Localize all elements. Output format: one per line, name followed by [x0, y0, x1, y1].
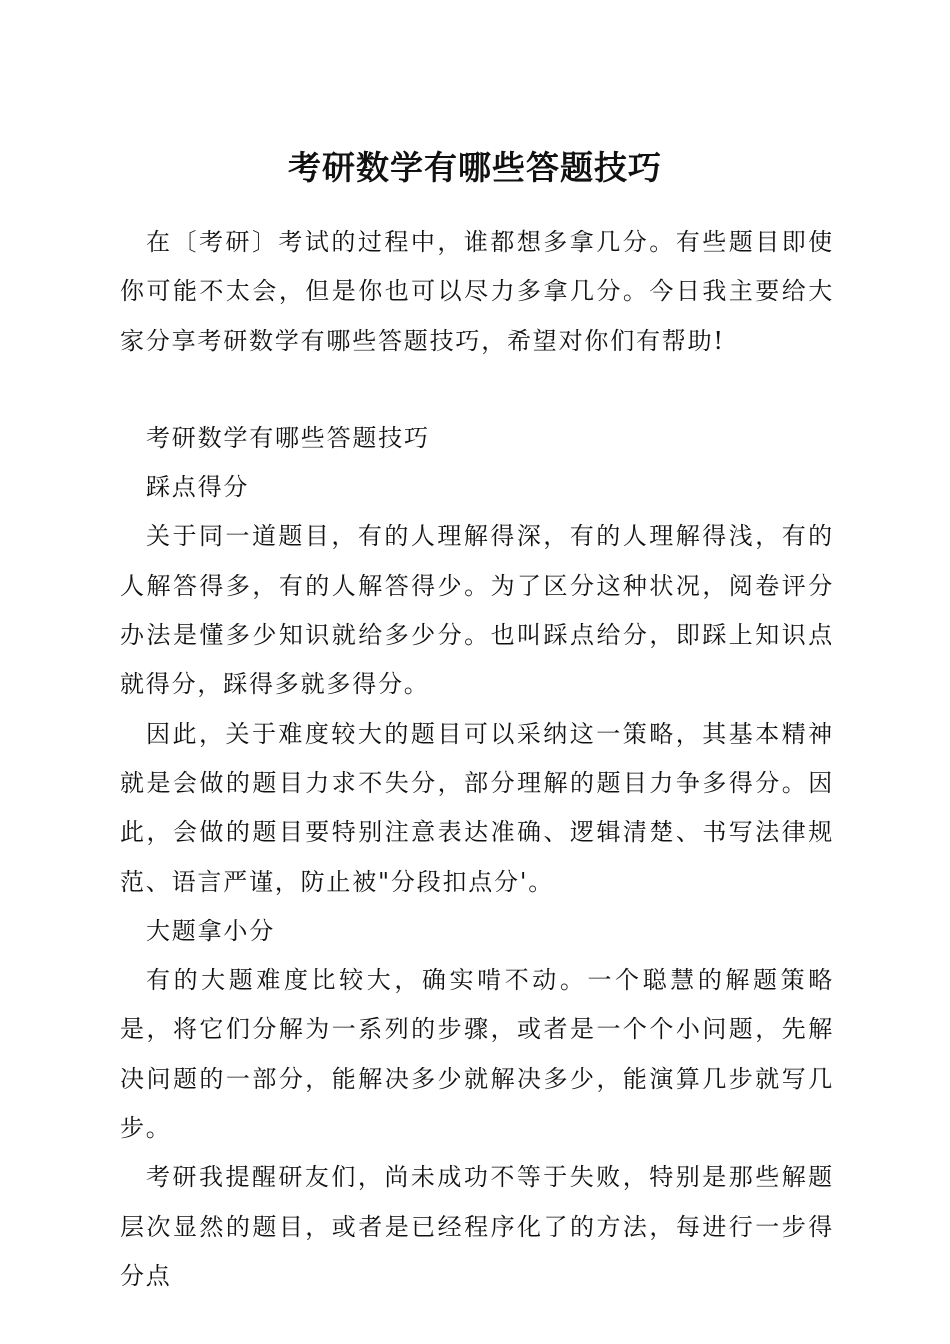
paragraph-1: 关于同一道题目，有的人理解得深，有的人理解得浅，有的人解答得多，有的人解答得少。为了区分这种状况，阅卷评分办法是懂多少知识就给多少分。也叫踩点给分，即踩上知识点就得分，踩得多就多得分。 — [120, 522, 834, 699]
document-body — [120, 218, 834, 1301]
paragraph-2: 因此，关于难度较大的题目可以采纳这一策略，其基本精神就是会做的题目力求不失分，部分理解的题目力争多得分。因此，会做的题目要特别注意表达准确、逻辑清楚、书写法律规范、语言严谨，防止被"分段扣点分'。 — [120, 719, 834, 896]
intro-paragraph: 在〔考研〕考试的过程中，谁都想多拿几分。有些题目即使你可能不太会，但是你也可以尽力多拿几分。今日我主要给大家分享考研数学有哪些答题技巧，希望对你们有帮助! — [120, 228, 834, 355]
paragraph-4: 考研我提醒研友们，尚未成功不等于失败，特别是那些解题层次显然的题目，或者是已经程序化了的方法，每进行一步得分点 — [120, 1163, 834, 1290]
subheading-stepping-points: 踩点得分 — [146, 473, 250, 502]
paragraph-3: 有的大题难度比较大，确实啃不动。一个聪慧的解题策略是，将它们分解为一系列的步骤，或者是一个个小问题，先解决问题的一部分，能解决多少就解决多少，能演算几步就写几步。 — [120, 966, 834, 1143]
subheading-partial-credit: 大题拿小分 — [146, 916, 275, 945]
paragraph-spacer — [120, 366, 834, 414]
section-heading: 考研数学有哪些答题技巧 — [146, 423, 430, 452]
document-title: 考研数学有哪些答题技巧 — [288, 148, 662, 187]
